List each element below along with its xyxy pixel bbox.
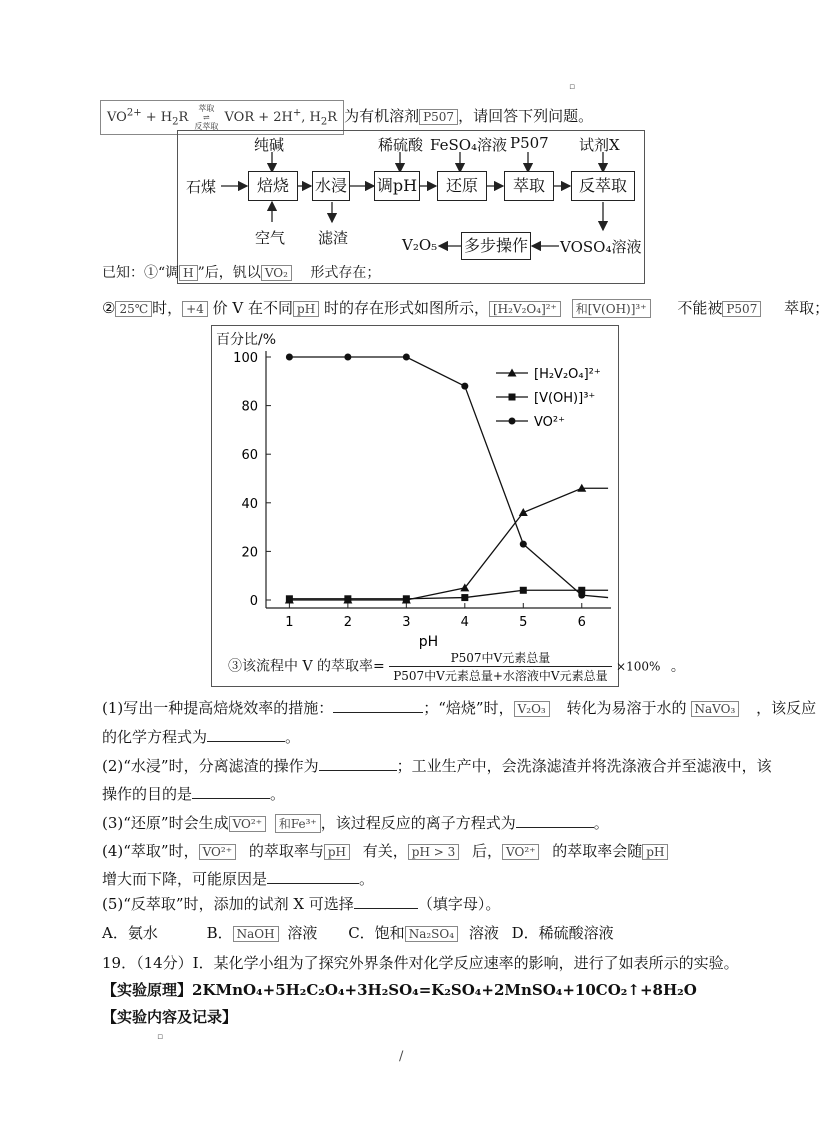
corner-mark: ▫ bbox=[569, 82, 576, 92]
known-2-species-a: [H₂V₂O₄]²⁺ bbox=[489, 301, 561, 317]
step-roast: 焙烧 bbox=[248, 171, 298, 201]
product-v2o5: V₂O₅ bbox=[402, 236, 438, 254]
q4-e: 的萃取率会随 bbox=[552, 842, 643, 860]
q3-a: (3)“还原”时会生成 bbox=[102, 814, 229, 832]
data-point-circle bbox=[461, 383, 468, 390]
q1-e: 的化学方程式为 bbox=[102, 728, 208, 746]
q2-d: 。 bbox=[270, 785, 286, 803]
q2-b: ；工业生产中，会洗涤滤渣并将洗涤液合并至滤液中，该 bbox=[396, 757, 772, 775]
legend-label: VO²⁺ bbox=[534, 415, 565, 430]
data-point-circle bbox=[286, 354, 293, 361]
known-2-species-b: [V(OH)]³⁺ bbox=[587, 302, 647, 316]
q5-options bbox=[102, 922, 614, 943]
option-c: C．饱和 bbox=[348, 924, 405, 942]
data-point-circle bbox=[403, 354, 410, 361]
arrow-bottom-label: 反萃取 bbox=[194, 122, 219, 131]
q1-d: ，该反应 bbox=[756, 699, 817, 717]
step-multi: 多步操作 bbox=[461, 232, 531, 260]
q4-blank[interactable] bbox=[267, 868, 359, 884]
step-water-leach: 水浸 bbox=[312, 171, 350, 201]
known-1-box2: VO₂ bbox=[261, 265, 292, 281]
q1-line1 bbox=[102, 697, 816, 718]
y-tick-label: 60 bbox=[241, 448, 258, 464]
q4-f: 增大而下降，可能原因是 bbox=[102, 870, 268, 888]
extraction-suffix: ×100% bbox=[616, 659, 661, 674]
x-tick-label: 2 bbox=[343, 615, 353, 630]
data-point-square bbox=[403, 595, 410, 602]
known-1-c: 形式存在； bbox=[310, 265, 381, 281]
start-shimei: 石煤 bbox=[186, 178, 217, 196]
q4-ph-box: pH bbox=[324, 844, 350, 860]
data-point-circle bbox=[344, 354, 351, 361]
legend-label: [V(OH)]³⁺ bbox=[534, 391, 596, 406]
q2-blank2[interactable] bbox=[192, 783, 270, 799]
q1-b: ；“焙烧”时， bbox=[423, 699, 514, 717]
intro-text-a: 为有机溶剂 bbox=[344, 107, 420, 125]
data-point-square bbox=[461, 594, 468, 601]
data-point-square bbox=[286, 595, 293, 602]
intro-text-b: ，请回答下列问题。 bbox=[458, 107, 594, 125]
legend-marker-circle bbox=[509, 418, 516, 425]
q3-c: ，该过程反应的离子方程式为 bbox=[320, 814, 516, 832]
q4-vo2-box: VO²⁺ bbox=[199, 844, 236, 860]
series-line-triangle bbox=[289, 488, 608, 600]
step-back-extract: 反萃取 bbox=[571, 171, 635, 201]
option-a: A．氨水 bbox=[102, 924, 158, 942]
fraction-numerator: P507中V元素总量 bbox=[389, 649, 611, 667]
y-tick-label: 40 bbox=[241, 496, 258, 512]
air-label: 空气 bbox=[255, 229, 286, 247]
input-feso4: FeSO₄溶液 bbox=[430, 136, 508, 154]
x-axis-label: pH bbox=[418, 634, 439, 650]
known-2 bbox=[102, 297, 829, 318]
known-2-f: 萃取； bbox=[784, 299, 829, 317]
q4-line2 bbox=[102, 868, 374, 889]
q1-blank2[interactable] bbox=[207, 726, 285, 742]
data-point-square bbox=[520, 587, 527, 594]
y-tick-label: 100 bbox=[233, 351, 258, 366]
q3-and: 和 bbox=[278, 817, 291, 831]
known-1-b: ”后，钒以 bbox=[197, 265, 261, 281]
q4-d: 后， bbox=[472, 842, 503, 860]
q4-a: (4)“萃取”时， bbox=[102, 842, 199, 860]
data-point-square bbox=[344, 595, 351, 602]
known-2-and: 和 bbox=[575, 302, 588, 316]
known-2-e: 不能被 bbox=[677, 299, 723, 317]
q3-blank[interactable] bbox=[516, 812, 594, 828]
x-tick-label: 1 bbox=[285, 615, 294, 630]
q3-line bbox=[102, 812, 609, 833]
fraction-denominator: P507中V元素总量+水溶液中V元素总量 bbox=[393, 669, 608, 683]
q1-c: 转化为易溶于水的 bbox=[566, 699, 687, 717]
q4-ph3-box: pH > 3 bbox=[408, 844, 459, 860]
q1-a: (1)写出一种提高焙烧效率的措施： bbox=[102, 699, 334, 717]
known-1-a: 已知：①“调 bbox=[102, 265, 180, 281]
known-2-c: 价 V 在不同 bbox=[212, 299, 294, 317]
q1-f: 。 bbox=[285, 728, 301, 746]
voso4-label: VOSO₄溶液 bbox=[560, 238, 642, 256]
y-tick-label: 20 bbox=[241, 545, 258, 561]
known-2-p507-box: P507 bbox=[722, 301, 761, 317]
x-tick-label: 4 bbox=[460, 615, 469, 630]
q2-line2 bbox=[102, 783, 285, 804]
q4-g: 。 bbox=[359, 870, 375, 888]
known-2-temp-box: 25℃ bbox=[115, 301, 152, 317]
q5-b: （填字母）。 bbox=[417, 895, 501, 913]
q4-line1 bbox=[102, 840, 668, 861]
y-tick-label: 80 bbox=[241, 399, 258, 415]
step-adjust-ph: 调pH bbox=[374, 171, 420, 201]
q3-d: 。 bbox=[593, 814, 609, 832]
input-reagent-x: 试剂X bbox=[579, 136, 620, 154]
known-2-a: ② bbox=[102, 299, 116, 317]
option-c-na2so4-box: Na₂SO₄ bbox=[405, 926, 458, 942]
q4-ph-box2: pH bbox=[642, 844, 668, 860]
equation-image: $VO^{2+} + H_2R$ 萃取 ⇌ 反萃取 VOR + 2H+, $H_2R$ bbox=[100, 100, 344, 135]
line-chart bbox=[211, 325, 617, 655]
option-b-c: 溶液 bbox=[287, 924, 318, 942]
y-tick-label: 0 bbox=[249, 594, 258, 609]
q1-line2 bbox=[102, 726, 300, 747]
step-extract: 萃取 bbox=[504, 171, 554, 201]
step-reduce: 还原 bbox=[437, 171, 487, 201]
q1-navo3-box: NaVO₃ bbox=[691, 701, 740, 717]
q2-a: (2)“水浸”时，分离滤渣的操作为 bbox=[102, 757, 319, 775]
p507-box: P507 bbox=[419, 109, 458, 125]
known-2-ph-box: pH bbox=[293, 301, 319, 317]
q4-b: 的萃取率与 bbox=[248, 842, 324, 860]
known-1-box: H bbox=[179, 265, 197, 281]
q1-blank1[interactable] bbox=[333, 697, 423, 713]
q19-content: 【实验内容及记录】 bbox=[102, 1008, 238, 1026]
flow-arrows bbox=[177, 130, 643, 282]
extraction-fraction bbox=[389, 649, 611, 684]
extraction-rate bbox=[228, 649, 685, 684]
legend-marker-square bbox=[509, 394, 516, 401]
extraction-end: 。 bbox=[670, 658, 685, 675]
q2-blank1[interactable] bbox=[319, 755, 397, 771]
arrow-top-label: 萃取 bbox=[198, 104, 215, 113]
q1-v2o3-box: V₂O₃ bbox=[514, 701, 550, 717]
known-2-b: 时， bbox=[152, 299, 183, 317]
q3-vo2-box: VO²⁺ bbox=[229, 816, 266, 832]
option-d: D．稀硫酸溶液 bbox=[511, 924, 614, 942]
known-2-valence-box: +4 bbox=[182, 301, 208, 317]
q4-c: 有关， bbox=[362, 842, 408, 860]
q19-principle: 【实验原理】2KMnO₄+5H₂C₂O₄+3H₂SO₄=K₂SO₄+2MnSO₄+10CO₂↑+8H₂O bbox=[102, 981, 697, 999]
data-point-triangle bbox=[519, 508, 528, 516]
q5-line bbox=[102, 893, 500, 914]
known-2-d: 时的存在形式如图所示， bbox=[323, 299, 489, 317]
q3-fe3-box: Fe³⁺ bbox=[290, 817, 317, 831]
legend-label: [H₂V₂O₄]²⁺ bbox=[534, 367, 601, 382]
residue-label: 滤渣 bbox=[318, 229, 349, 247]
extraction-prefix: ③该流程中 V 的萃取率= bbox=[228, 658, 385, 675]
x-tick-label: 3 bbox=[402, 615, 411, 630]
q5-a: (5)“反萃取”时，添加的试剂 X 可选择 bbox=[102, 895, 354, 913]
option-c-c: 溶液 bbox=[468, 924, 499, 942]
option-b-naoh-box: NaOH bbox=[233, 926, 279, 942]
input-soda: 纯碱 bbox=[254, 136, 285, 154]
x-tick-label: 5 bbox=[519, 615, 528, 630]
q19-title: 19．（14分）Ⅰ．某化学小组为了探究外界条件对化学反应速率的影响，进行了如表所示的实验。 bbox=[102, 954, 739, 972]
x-tick-label: 6 bbox=[577, 615, 586, 630]
input-p507: P507 bbox=[510, 134, 549, 152]
input-dilute-acid: 稀硫酸 bbox=[378, 136, 424, 154]
q4-vo2-box2: VO²⁺ bbox=[502, 844, 539, 860]
page-mark: / bbox=[399, 1049, 404, 1064]
q2-c: 操作的目的是 bbox=[102, 785, 193, 803]
bottom-mark: ▫ bbox=[157, 1032, 164, 1042]
q5-blank[interactable] bbox=[354, 893, 418, 909]
known-1 bbox=[102, 262, 380, 282]
option-b: B． bbox=[206, 924, 233, 942]
chart-ylabel: 百分比/% bbox=[216, 332, 277, 348]
data-point-circle bbox=[520, 541, 527, 548]
data-point-circle bbox=[578, 592, 585, 599]
q2-line1 bbox=[102, 755, 772, 776]
